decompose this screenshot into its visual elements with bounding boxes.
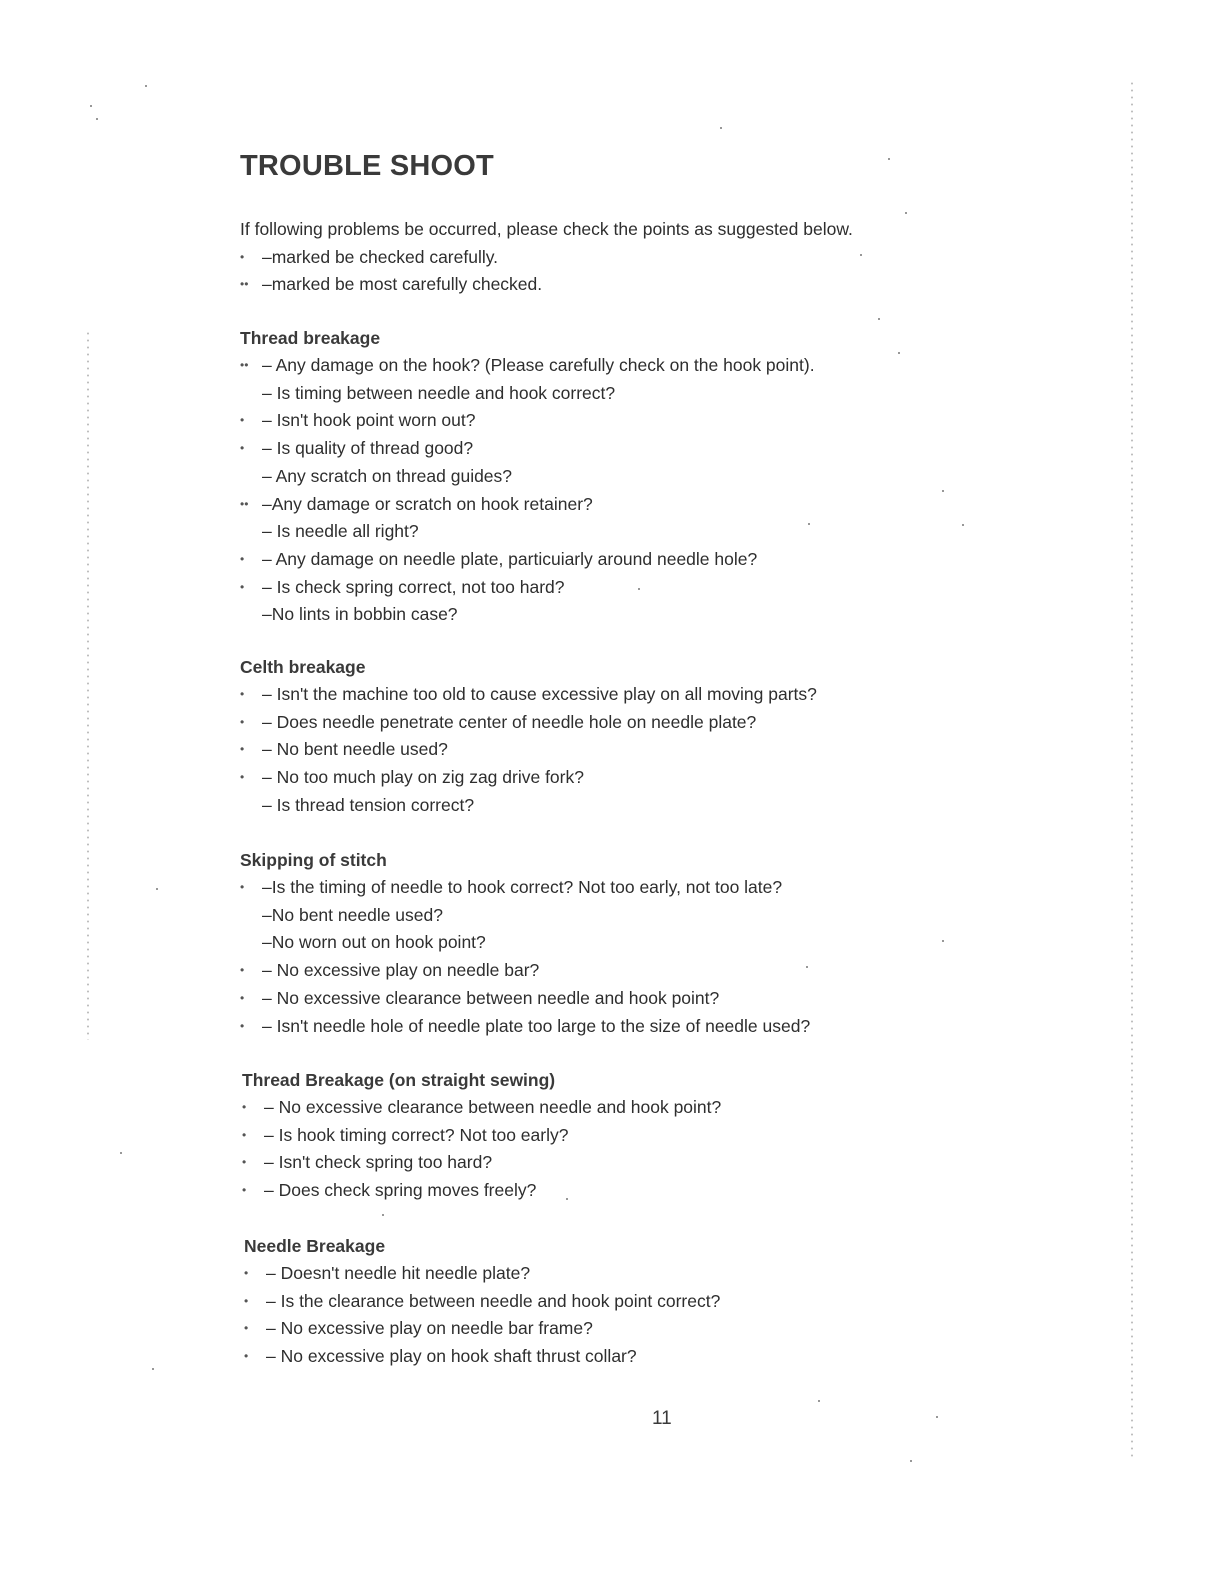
scan-speckle <box>905 212 907 214</box>
check-text: – Is hook timing correct? Not too early? <box>264 1124 569 1145</box>
check-mark: • <box>242 1183 247 1198</box>
check-item <box>242 1149 1002 1177</box>
check-text: – Isn't check spring too hard? <box>264 1152 493 1173</box>
check-mark: • <box>240 1018 245 1033</box>
check-mark: • <box>240 963 245 978</box>
check-item <box>242 1094 1002 1122</box>
check-item <box>240 792 1000 820</box>
section-thread-breakage-straight <box>242 1067 1002 1205</box>
check-item <box>240 736 1000 764</box>
check-mark: •• <box>240 358 249 372</box>
scan-speckle <box>145 85 147 87</box>
check-mark <box>240 380 262 408</box>
scan-speckle <box>936 1416 938 1418</box>
section-heading: Thread breakage <box>240 328 381 348</box>
check-text: – Is check spring correct, not too hard? <box>262 576 565 597</box>
check-item <box>240 929 1000 957</box>
scan-speckle <box>818 1400 820 1402</box>
check-mark <box>240 792 262 820</box>
double-dot-mark: •• <box>240 277 249 292</box>
scan-speckle <box>156 888 158 890</box>
check-text: – Is timing between needle and hook correct? <box>262 382 616 403</box>
check-item <box>240 764 1000 792</box>
check-text: – Any damage on needle plate, particuiarly around needle hole? <box>262 548 758 569</box>
check-item <box>244 1315 1004 1343</box>
check-item <box>240 574 1000 602</box>
section-celth-breakage <box>240 654 1000 820</box>
check-mark <box>240 601 262 629</box>
check-item <box>240 491 1000 519</box>
section-heading: Thread Breakage (on straight sewing) <box>242 1070 556 1090</box>
check-mark: • <box>240 770 245 785</box>
check-text: – Does needle penetrate center of needle hole on needle plate? <box>262 711 757 732</box>
check-item <box>244 1343 1004 1371</box>
intro-block <box>240 216 1000 299</box>
check-item <box>240 380 1000 408</box>
section-heading: Celth breakage <box>240 657 366 677</box>
check-mark: • <box>242 1100 247 1114</box>
check-text: – Any damage on the hook? (Please carefully check on the hook point). <box>262 355 815 375</box>
check-item <box>244 1288 1004 1316</box>
check-text: – No excessive clearance between needle and hook point? <box>262 987 720 1008</box>
check-item <box>240 681 1000 709</box>
check-mark: • <box>240 880 245 894</box>
check-mark <box>240 463 262 491</box>
check-item <box>240 874 1000 902</box>
check-text: – No bent needle used? <box>262 739 448 760</box>
single-dot-mark: • <box>240 249 245 264</box>
check-text: – No excessive play on needle bar frame? <box>266 1318 593 1339</box>
intro-line <box>240 271 1000 299</box>
check-text: –No worn out on hook point? <box>262 932 486 953</box>
intro-line <box>240 216 1000 244</box>
intro-text: –marked be most carefully checked. <box>262 274 543 295</box>
check-item <box>240 407 1000 435</box>
section-heading: Needle Breakage <box>244 1236 386 1256</box>
check-item <box>240 957 1000 985</box>
section-skipping-of-stitch <box>240 847 1000 1040</box>
scan-speckle <box>96 118 98 120</box>
scan-speckle <box>888 158 890 160</box>
scan-speckle <box>120 1152 122 1154</box>
check-item <box>240 546 1000 574</box>
scan-speckle <box>152 1368 154 1370</box>
check-text: – Is needle all right? <box>262 521 419 542</box>
check-text: – No too much play on zig zag drive fork? <box>262 767 584 788</box>
section-thread-breakage <box>240 325 1000 629</box>
page-number: 11 <box>652 1408 672 1429</box>
check-mark: • <box>244 1349 249 1364</box>
check-item <box>240 902 1000 930</box>
check-mark: • <box>244 1293 249 1308</box>
check-mark: • <box>240 441 245 456</box>
check-item <box>240 1013 1000 1041</box>
check-item <box>240 352 1000 380</box>
check-item <box>240 463 1000 491</box>
intro-text: If following problems be occurred, please check the points as suggested below. <box>240 219 853 239</box>
check-mark: • <box>240 579 245 594</box>
check-mark <box>240 902 262 930</box>
scan-noise-right <box>1130 80 1134 1460</box>
check-mark <box>240 518 262 546</box>
check-text: –No bent needle used? <box>262 904 443 925</box>
check-mark: • <box>240 714 245 729</box>
section-heading: Skipping of stitch <box>240 850 387 870</box>
check-item <box>242 1177 1002 1205</box>
check-text: –Is the timing of needle to hook correct? Not too early, not too late? <box>262 877 783 897</box>
check-mark: • <box>244 1321 249 1336</box>
check-mark: • <box>240 742 245 757</box>
check-text: –No lints in bobbin case? <box>262 604 458 625</box>
check-text: – No excessive play on hook shaft thrust collar? <box>266 1346 637 1367</box>
check-mark: • <box>240 413 245 428</box>
check-text: – Does check spring moves freely? <box>264 1180 537 1201</box>
check-mark: • <box>242 1155 247 1170</box>
scan-speckle <box>90 105 92 107</box>
scan-speckle <box>720 127 722 129</box>
intro-line <box>240 244 1000 272</box>
page-title: TROUBLE SHOOT <box>240 150 494 182</box>
check-item <box>240 601 1000 629</box>
check-mark: • <box>242 1127 247 1142</box>
check-text: – No excessive play on needle bar? <box>262 960 540 981</box>
intro-text: –marked be checked carefully. <box>262 246 499 267</box>
check-text: – No excessive clearance between needle and hook point? <box>264 1097 722 1117</box>
check-text: – Is quality of thread good? <box>262 438 474 459</box>
check-text: – Isn't hook point worn out? <box>262 410 476 431</box>
check-mark <box>240 929 262 957</box>
check-mark: • <box>240 551 245 566</box>
scan-speckle <box>382 1214 384 1216</box>
check-item <box>244 1260 1004 1288</box>
check-text: – Isn't needle hole of needle plate too large to the size of needle used? <box>262 1015 811 1036</box>
check-item <box>240 435 1000 463</box>
check-text: – Doesn't needle hit needle plate? <box>266 1263 531 1283</box>
check-text: – Is the clearance between needle and hook point correct? <box>266 1290 721 1311</box>
scan-speckle <box>878 318 880 320</box>
scan-noise-left <box>86 330 90 1040</box>
check-item <box>240 985 1000 1013</box>
scan-speckle <box>910 1460 912 1462</box>
check-item <box>242 1122 1002 1150</box>
check-item <box>240 709 1000 737</box>
check-mark: • <box>240 687 245 701</box>
section-needle-breakage <box>244 1233 1004 1371</box>
check-mark: • <box>240 990 245 1005</box>
check-text: – Is thread tension correct? <box>262 794 475 815</box>
check-text: –Any damage or scratch on hook retainer? <box>262 493 593 514</box>
check-mark: •• <box>240 496 249 511</box>
check-text: – Any scratch on thread guides? <box>262 465 513 486</box>
check-item <box>240 518 1000 546</box>
check-text: – Isn't the machine too old to cause excessive play on all moving parts? <box>262 684 817 704</box>
check-mark: • <box>244 1266 249 1280</box>
